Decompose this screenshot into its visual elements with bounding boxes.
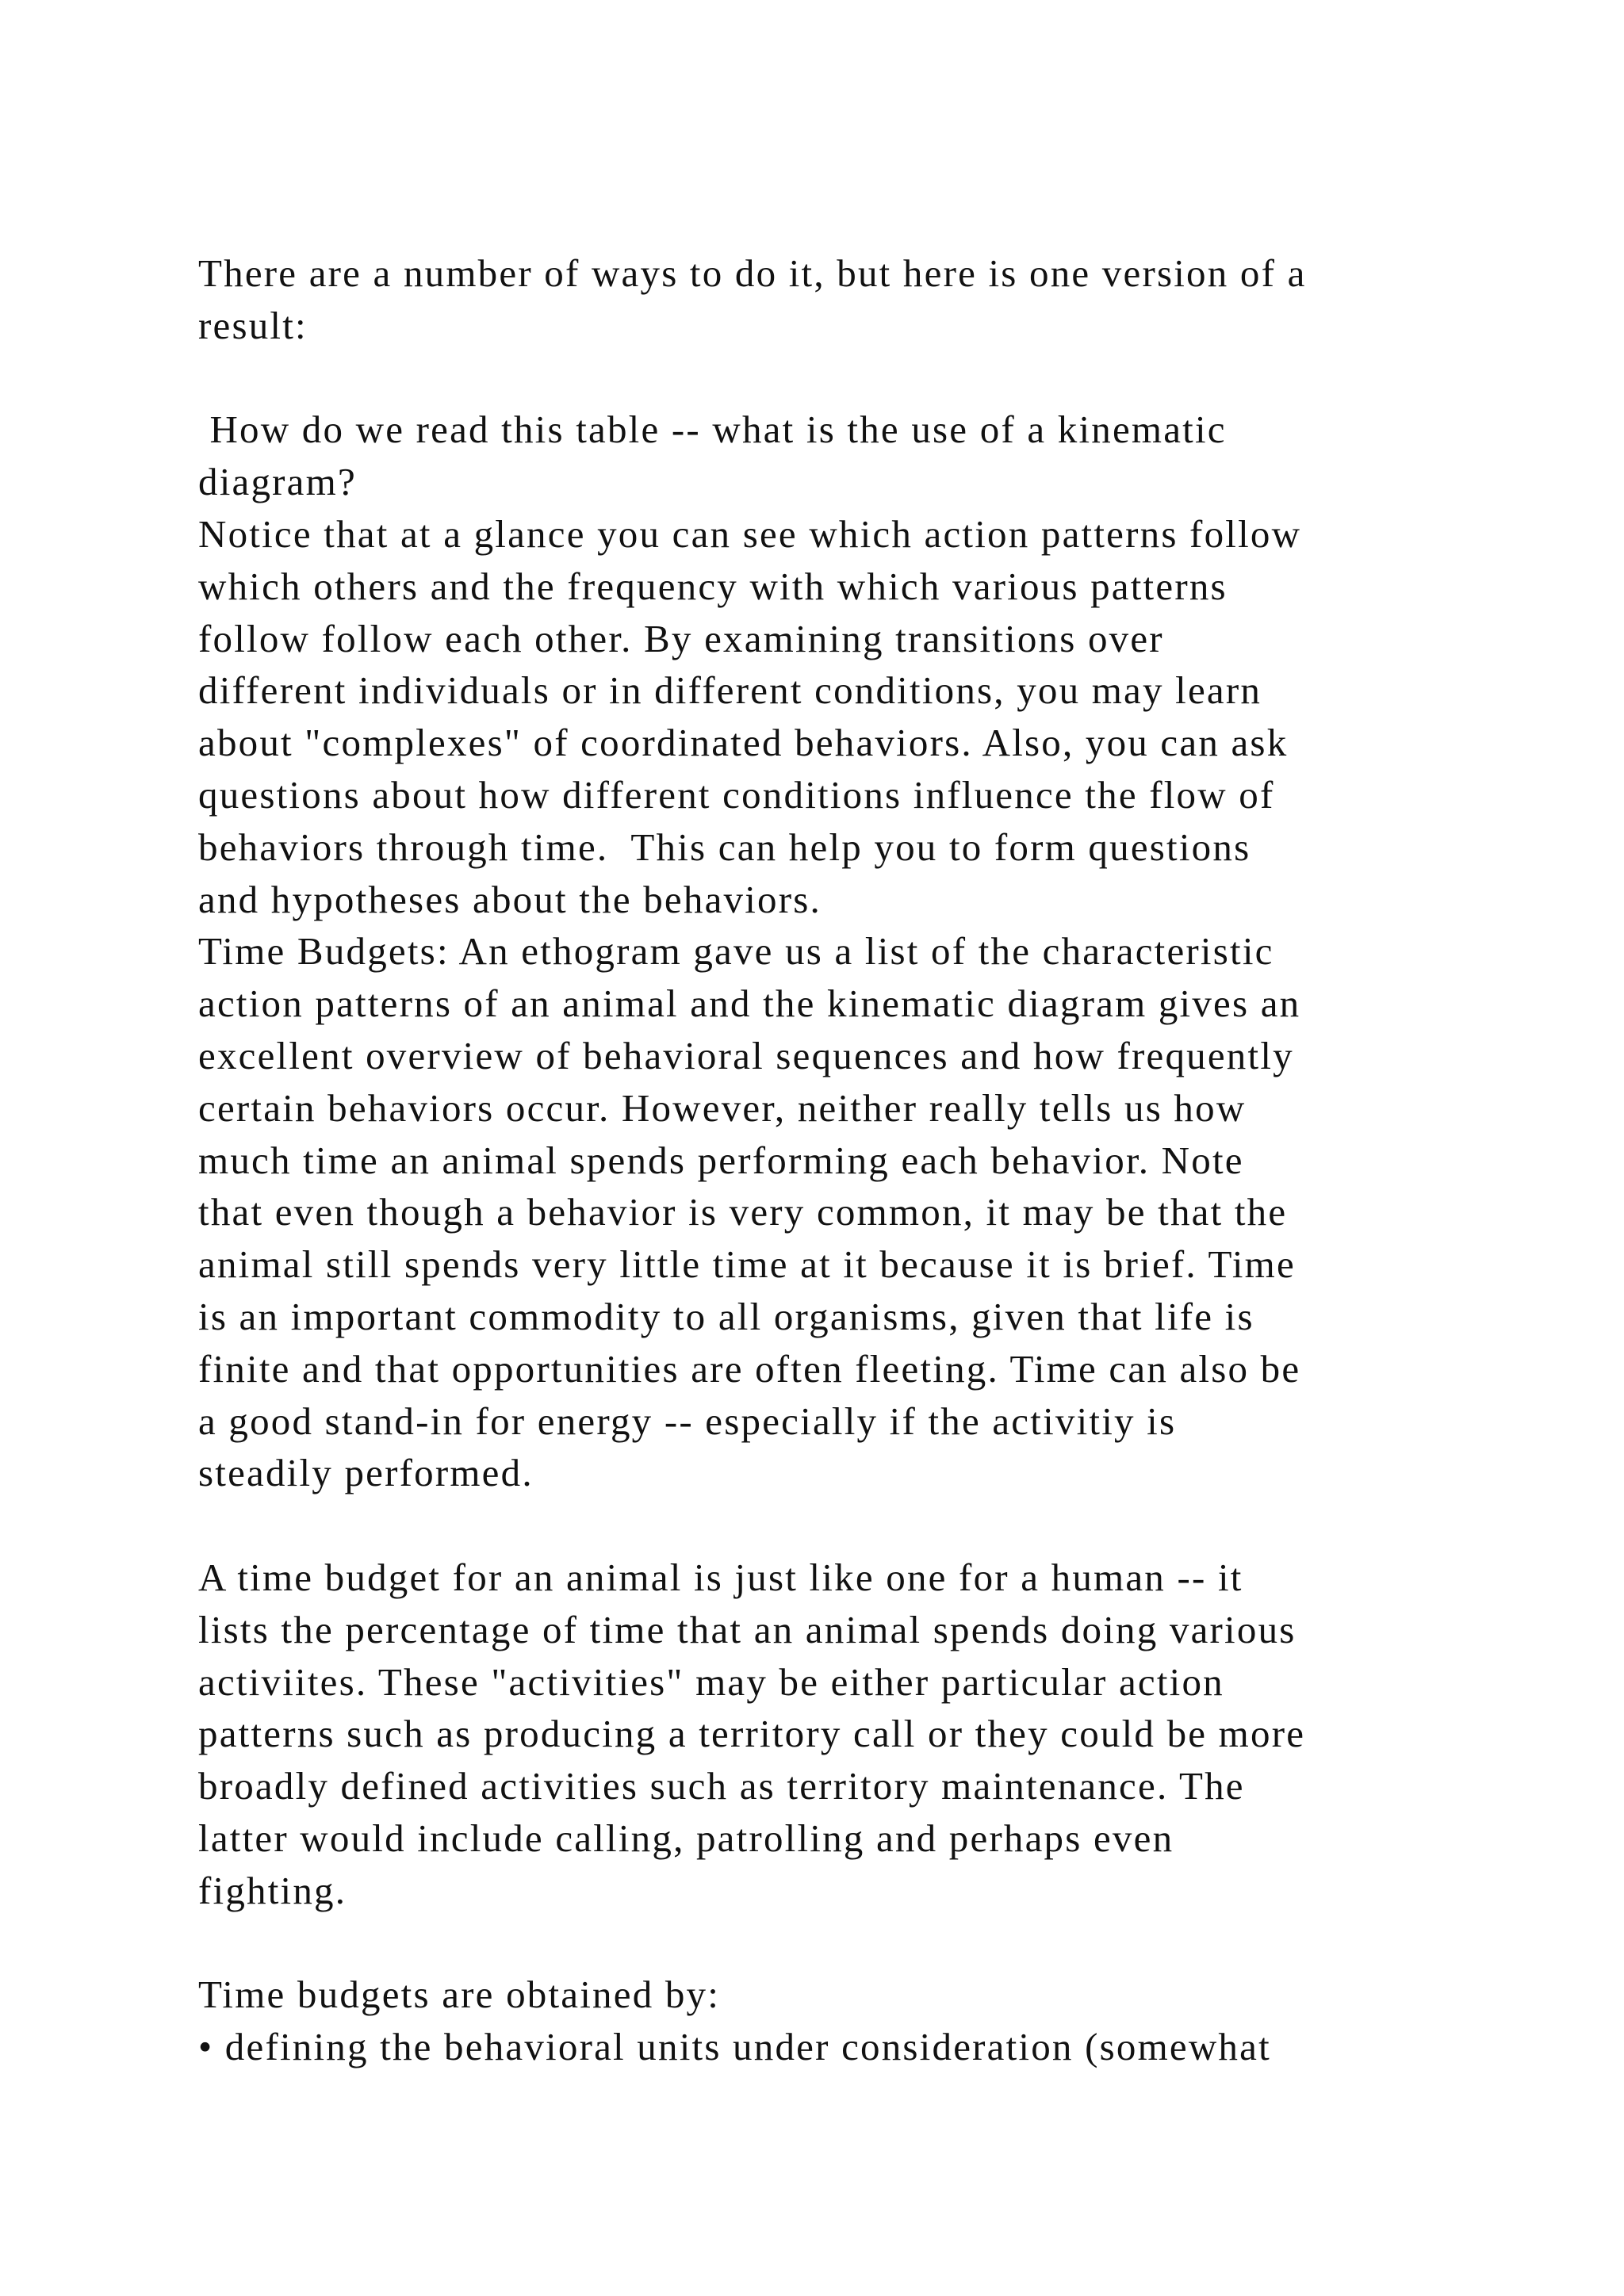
text-line: A time budget for an animal is just like one for a human -- it [198,1555,1243,1599]
text-line: There are a number of ways to do it, but here is one version of a [198,251,1307,295]
text-line: activiites. These "activities" may be either particular action [198,1659,1224,1704]
text-line: finite and that opportunities are often fleeting. Time can also be [198,1346,1301,1391]
text-line: • defining the behavioral units under consideration (somewhat [198,2025,1271,2069]
text-line: which others and the frequency with which various patterns [198,564,1228,608]
text-line: questions about how different conditions influence the flow of [198,772,1275,817]
text-line: action patterns of an animal and the kinematic diagram gives an [198,982,1301,1026]
text-line [198,1499,1435,1552]
text-line: follow follow each other. By examining transitions over [198,616,1164,660]
text-line: that even though a behavior is very common, it may be that the [198,1190,1288,1234]
text-line: different individuals or in different conditions, you may learn [198,668,1262,713]
text-line: diagram? [198,460,357,504]
text-line: animal still spends very little time at it because it is brief. Time [198,1242,1296,1287]
text-line: certain behaviors occur. However, neither really tells us how [198,1085,1247,1130]
text-line: broadly defined activities such as territory maintenance. The [198,1764,1245,1808]
text-line [198,352,1435,404]
text-line: a good stand-in for energy -- especially if the activitiy is [198,1399,1177,1443]
document-body [198,247,1435,2073]
text-line: and hypotheses about the behaviors. [198,877,822,921]
text-line: behaviors through time. This can help you to form questions [198,825,1251,869]
text-line: about "complexes" of coordinated behaviors. Also, you can ask [198,721,1289,765]
text-line: excellent overview of behavioral sequences and how frequently [198,1033,1294,1077]
text-line: steadily performed. [198,1451,534,1495]
text-line: much time an animal spends performing each behavior. Note [198,1138,1244,1182]
text-line: Notice that at a glance you can see which action patterns follow [198,511,1302,556]
text-line: Time budgets are obtained by: [198,1973,721,2017]
text-line: result: [198,303,308,347]
text-line: fighting. [198,1868,347,1912]
text-line: is an important commodity to all organisms, given that life is [198,1294,1254,1338]
text-line: Time Budgets: An ethogram gave us a list of the characteristic [198,929,1274,974]
text-line [198,1917,1435,1969]
text-line: lists the percentage of time that an animal spends doing various [198,1607,1297,1651]
text-line: latter would include calling, patrolling and perhaps even [198,1816,1174,1860]
text-line: How do we read this table -- what is the use of a kinematic [198,408,1227,452]
text-line: patterns such as producing a territory call or they could be more [198,1712,1306,1756]
